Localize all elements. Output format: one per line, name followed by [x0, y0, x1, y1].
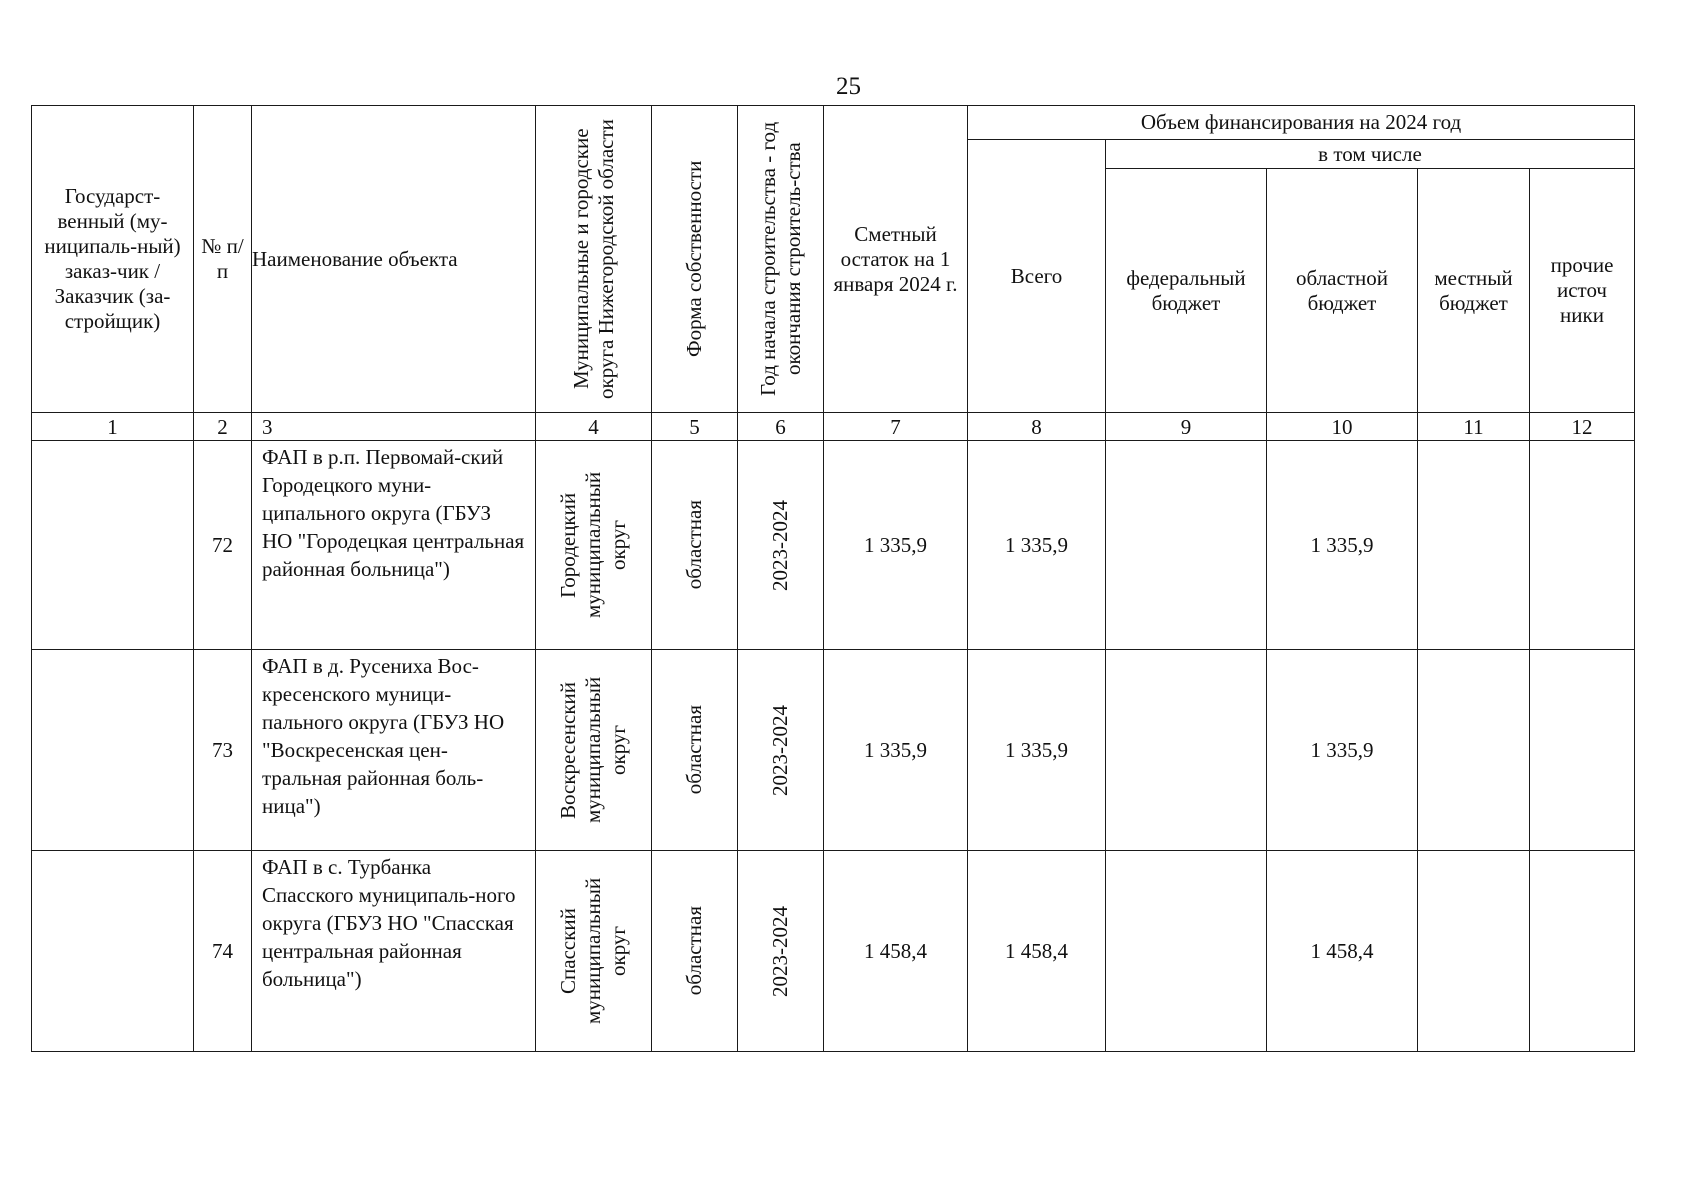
cell-number: 72: [194, 441, 252, 650]
cell-object-name: ФАП в с. Турбанка Спасского муниципаль-ного округа (ГБУЗ НО "Спасская центральная районная больница"): [252, 851, 536, 1052]
cell-remainder: 1 335,9: [824, 650, 968, 851]
header-number: № п/п: [194, 106, 252, 413]
cell-number: 73: [194, 650, 252, 851]
cell-federal: [1106, 650, 1267, 851]
cell-federal: [1106, 851, 1267, 1052]
cell-ownership: областная: [652, 441, 738, 650]
cell-district: Городецкий муниципальный округ: [536, 441, 652, 650]
cell-years: 2023-2024: [738, 441, 824, 650]
cell-local: [1418, 441, 1530, 650]
cell-customer: [32, 650, 194, 851]
header-including: в том числе: [1106, 140, 1635, 169]
cell-regional: 1 335,9: [1267, 650, 1418, 851]
column-numbers-row: [32, 413, 1635, 441]
column-number: 8: [968, 413, 1106, 441]
cell-other: [1530, 650, 1635, 851]
cell-ownership: областная: [652, 650, 738, 851]
header-customer: Государст-венный (му-ниципаль-ный) заказ-чик / Заказчик (за-стройщик): [32, 106, 194, 413]
cell-number: 74: [194, 851, 252, 1052]
header-district: Муниципальные и городские округа Нижегородской области: [536, 106, 652, 413]
column-number: 1: [32, 413, 194, 441]
cell-total: 1 335,9: [968, 650, 1106, 851]
cell-years: 2023-2024: [738, 650, 824, 851]
cell-federal: [1106, 441, 1267, 650]
header-estimated-remainder: Сметный остаток на 1 января 2024 г.: [824, 106, 968, 413]
column-number: 10: [1267, 413, 1418, 441]
column-number: 5: [652, 413, 738, 441]
header-total: Всего: [968, 140, 1106, 413]
cell-customer: [32, 441, 194, 650]
cell-local: [1418, 650, 1530, 851]
column-number: 6: [738, 413, 824, 441]
cell-district: Спасский муниципальный округ: [536, 851, 652, 1052]
cell-regional: 1 458,4: [1267, 851, 1418, 1052]
cell-object-name: ФАП в р.п. Первомай-ский Городецкого муни-ципального округа (ГБУЗ НО "Городецкая центральная районная больница"): [252, 441, 536, 650]
cell-total: 1 335,9: [968, 441, 1106, 650]
cell-district: Воскресенский муниципальный округ: [536, 650, 652, 851]
column-number: 4: [536, 413, 652, 441]
column-number: 2: [194, 413, 252, 441]
header-other-sources: прочие источ ники: [1530, 169, 1635, 413]
column-number: 7: [824, 413, 968, 441]
cell-regional: 1 335,9: [1267, 441, 1418, 650]
cell-ownership: областная: [652, 851, 738, 1052]
header-federal-budget: федеральный бюджет: [1106, 169, 1267, 413]
cell-years: 2023-2024: [738, 851, 824, 1052]
cell-object-name: ФАП в д. Русениха Вос-кресенского муници-пального округа (ГБУЗ НО "Воскресенская цен-тральная районная боль-ница"): [252, 650, 536, 851]
cell-local: [1418, 851, 1530, 1052]
header-regional-budget: областной бюджет: [1267, 169, 1418, 413]
column-number: 12: [1530, 413, 1635, 441]
table-row: [32, 441, 1635, 650]
header-ownership: Форма собственности: [652, 106, 738, 413]
cell-other: [1530, 441, 1635, 650]
financing-table: [31, 105, 1635, 1052]
table-row: [32, 650, 1635, 851]
cell-other: [1530, 851, 1635, 1052]
table-row: [32, 851, 1635, 1052]
cell-customer: [32, 851, 194, 1052]
column-number: 9: [1106, 413, 1267, 441]
header-years: Год начала строительства - год окончания строитель-ства: [738, 106, 824, 413]
header-financing-group: Объем финансирования на 2024 год: [968, 106, 1635, 140]
cell-remainder: 1 458,4: [824, 851, 968, 1052]
column-number: 3: [252, 413, 536, 441]
cell-remainder: 1 335,9: [824, 441, 968, 650]
column-number: 11: [1418, 413, 1530, 441]
header-object-name: Наименование объекта: [252, 106, 536, 413]
page-number: 25: [836, 73, 861, 100]
header-local-budget: местный бюджет: [1418, 169, 1530, 413]
cell-total: 1 458,4: [968, 851, 1106, 1052]
